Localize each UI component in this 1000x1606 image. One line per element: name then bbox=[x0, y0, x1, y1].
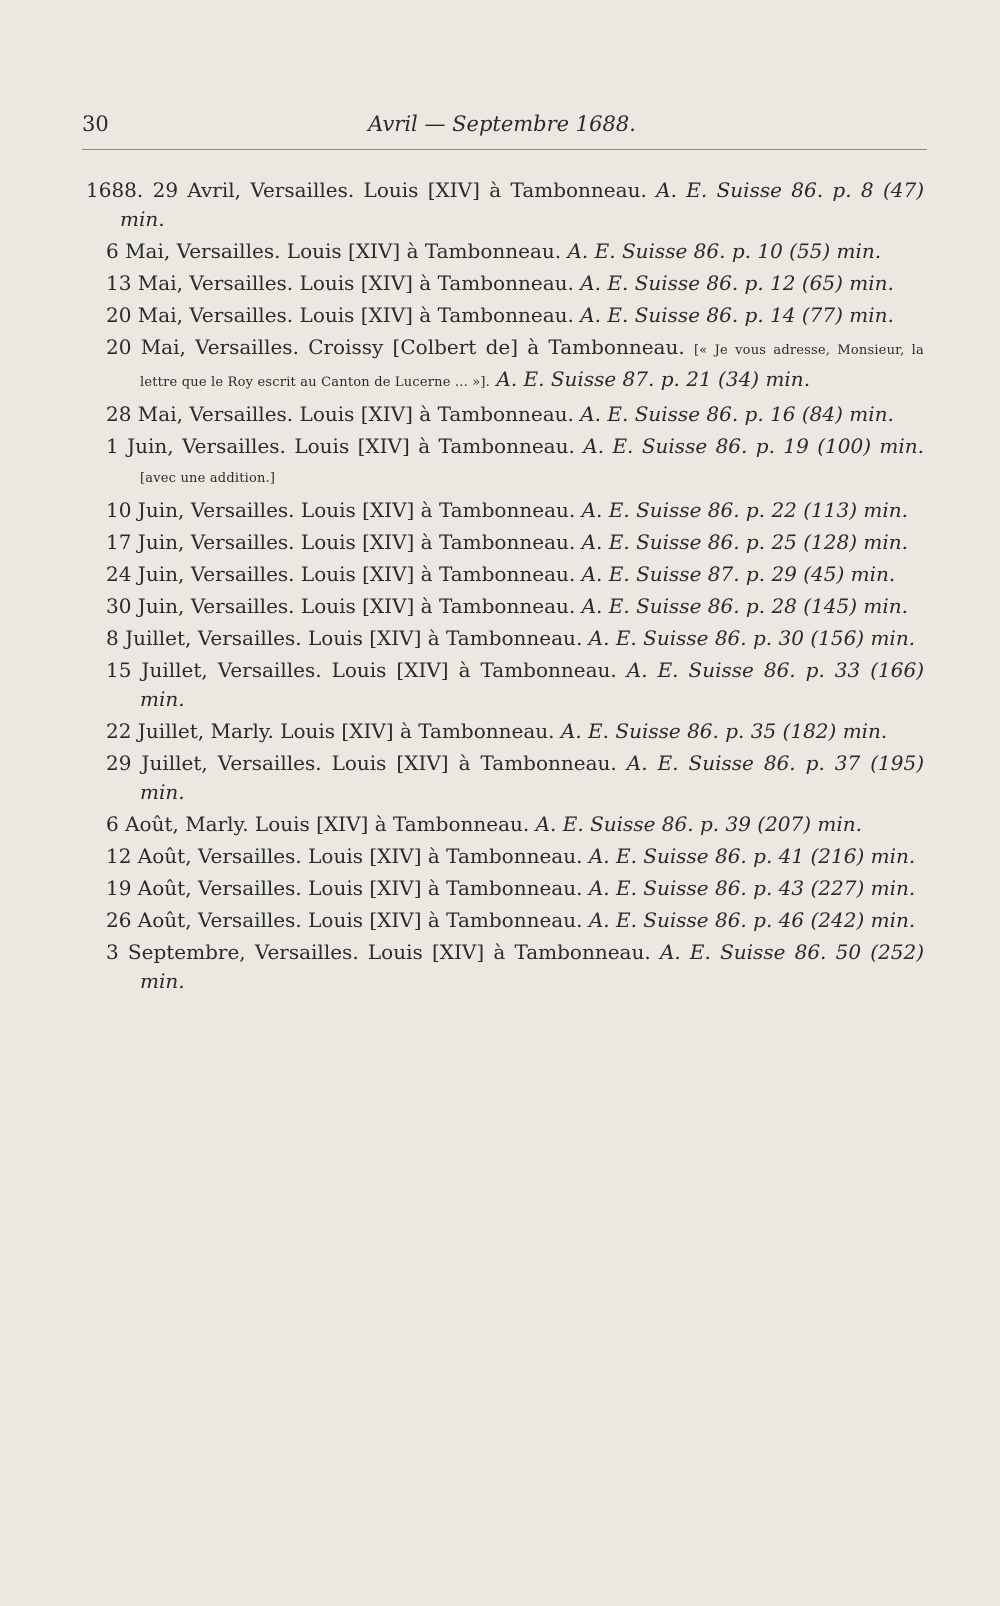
entry-date: 24 Juin, Versailles. bbox=[106, 562, 295, 586]
entry-ref: A. E. Suisse 86. p. 19 (100) min. bbox=[583, 434, 925, 458]
entry-date: 30 Juin, Versailles. bbox=[106, 594, 295, 618]
entry-date: 19 Août, Versailles. bbox=[106, 876, 302, 900]
entry-text: Louis [XIV] à Tambonneau. bbox=[286, 239, 562, 263]
entry-text: Louis [XIV] à Tambonneau. bbox=[308, 876, 583, 900]
entry-ref: A. E. Suisse 86. p. 16 (84) min. bbox=[580, 402, 894, 426]
list-item bbox=[84, 906, 924, 935]
entry-text: Louis [XIV] à Tambonneau. bbox=[294, 434, 575, 458]
entry-date: 15 Juillet, Versailles. bbox=[106, 658, 322, 682]
entry-date: 17 Juin, Versailles. bbox=[106, 530, 295, 554]
entry-text: Louis [XIV] à Tambonneau. bbox=[299, 402, 574, 426]
entry-text: Louis [XIV] à Tambonneau. bbox=[300, 498, 576, 522]
list-item bbox=[84, 810, 924, 839]
list-item bbox=[84, 237, 924, 266]
list-item bbox=[84, 874, 924, 903]
entry-text: Louis [XIV] à Tambonneau. bbox=[299, 303, 574, 327]
entry-ref: A. E. Suisse 86. p. 35 (182) min. bbox=[560, 719, 888, 743]
list-item bbox=[84, 301, 924, 330]
entry-note: [avec une addition.] bbox=[140, 471, 276, 486]
entry-text: Croissy [Colbert de] à Tambonneau. bbox=[308, 335, 685, 359]
entry-ref: A. E. Suisse 87. p. 21 (34) min. bbox=[496, 367, 811, 391]
entry-ref: A. E. Suisse 86. p. 30 (156) min. bbox=[588, 626, 916, 650]
list-item bbox=[84, 432, 924, 493]
entry-text: Louis [XIV] à Tambonneau. bbox=[363, 178, 647, 202]
entry-date: 6 Mai, Versailles. bbox=[106, 239, 281, 263]
entry-text: Louis [XIV] à Tambonneau. bbox=[307, 626, 583, 650]
entry-text: Louis [XIV] à Tambonneau. bbox=[331, 751, 617, 775]
entry-date: 3 Septembre, Versailles. bbox=[106, 940, 359, 964]
list-item bbox=[84, 528, 924, 557]
entry-text: Louis [XIV] à Tambonneau. bbox=[300, 594, 576, 618]
entry-date: 28 Mai, Versailles. bbox=[106, 402, 294, 426]
entry-text: Louis [XIV] à Tambonneau. bbox=[254, 812, 530, 836]
list-item bbox=[84, 560, 924, 589]
entry-text: Louis [XIV] à Tambonneau. bbox=[300, 562, 576, 586]
entry-date: 29 Juillet, Versailles. bbox=[106, 751, 322, 775]
entry-ref: A. E. Suisse 86. p. 10 (55) min. bbox=[567, 239, 882, 263]
entry-ref: A. E. Suisse 86. p. 25 (128) min. bbox=[581, 530, 908, 554]
entry-date: 1 Juin, Versailles. bbox=[106, 434, 286, 458]
entry-date: 20 Mai, Versailles. bbox=[106, 303, 294, 327]
entry-ref: A. E. Suisse 86. p. 33 (166) min. bbox=[140, 658, 925, 711]
list-item bbox=[84, 400, 924, 429]
page-number: 30 bbox=[82, 112, 109, 136]
entry-date: 10 Juin, Versailles. bbox=[106, 498, 295, 522]
entry-ref: A. E. Suisse 86. p. 37 (195) min. bbox=[140, 751, 925, 804]
entry-text: Louis [XIV] à Tambonneau. bbox=[280, 719, 555, 743]
list-item bbox=[86, 176, 924, 234]
entry-date: 8 Juillet, Versailles. bbox=[106, 626, 302, 650]
entry-date: 13 Mai, Versailles. bbox=[106, 271, 294, 295]
list-item bbox=[84, 624, 924, 653]
entry-note: [« Je vous adresse, Monsieur, la lettre que le Roy escrit au Canton de Lucerne ... »]. bbox=[140, 343, 924, 390]
entry-ref: A. E. Suisse 86. p. 22 (113) min. bbox=[581, 498, 908, 522]
entry-ref: A. E. Suisse 86. p. 14 (77) min. bbox=[580, 303, 894, 327]
list-item bbox=[84, 749, 924, 807]
running-title: Avril — Septembre 1688. bbox=[368, 112, 636, 136]
entry-ref: A. E. Suisse 86. 50 (252) min. bbox=[140, 940, 925, 993]
entry-ref: A. E. Suisse 86. p. 12 (65) min. bbox=[580, 271, 894, 295]
list-item bbox=[84, 717, 924, 746]
list-item bbox=[84, 938, 924, 996]
list-item bbox=[84, 656, 924, 714]
entry-list bbox=[86, 176, 924, 999]
entry-date: 6 Août, Marly. bbox=[106, 812, 249, 836]
entry-ref: A. E. Suisse 86. p. 28 (145) min. bbox=[581, 594, 908, 618]
entry-text: Louis [XIV] à Tambonneau. bbox=[308, 844, 583, 868]
list-item bbox=[84, 842, 924, 871]
header-rule bbox=[82, 149, 927, 150]
entry-ref: A. E. Suisse 86. p. 41 (216) min. bbox=[588, 844, 916, 868]
entry-text: Louis [XIV] à Tambonneau. bbox=[331, 658, 617, 682]
entry-date: 20 Mai, Versailles. bbox=[106, 335, 299, 359]
entry-date: 1688. 29 Avril, Versailles. bbox=[86, 178, 355, 202]
entry-ref: A. E. Suisse 87. p. 29 (45) min. bbox=[581, 562, 896, 586]
list-item bbox=[84, 269, 924, 298]
entry-ref: A. E. Suisse 86. p. 8 (47) min. bbox=[120, 178, 925, 231]
entry-ref: A. E. Suisse 86. p. 43 (227) min. bbox=[588, 876, 916, 900]
entry-text: Louis [XIV] à Tambonneau. bbox=[308, 908, 583, 932]
entry-ref: A. E. Suisse 86. p. 46 (242) min. bbox=[588, 908, 916, 932]
entry-date: 26 Août, Versailles. bbox=[106, 908, 302, 932]
list-item bbox=[84, 333, 924, 397]
entry-text: Louis [XIV] à Tambonneau. bbox=[299, 271, 574, 295]
list-item bbox=[84, 592, 924, 621]
entry-date: 22 Juillet, Marly. bbox=[106, 719, 274, 743]
entry-text: Louis [XIV] à Tambonneau. bbox=[300, 530, 576, 554]
entry-date: 12 Août, Versailles. bbox=[106, 844, 302, 868]
list-item bbox=[84, 496, 924, 525]
page-header bbox=[82, 112, 922, 142]
entry-ref: A. E. Suisse 86. p. 39 (207) min. bbox=[535, 812, 863, 836]
entry-text: Louis [XIV] à Tambonneau. bbox=[367, 940, 651, 964]
